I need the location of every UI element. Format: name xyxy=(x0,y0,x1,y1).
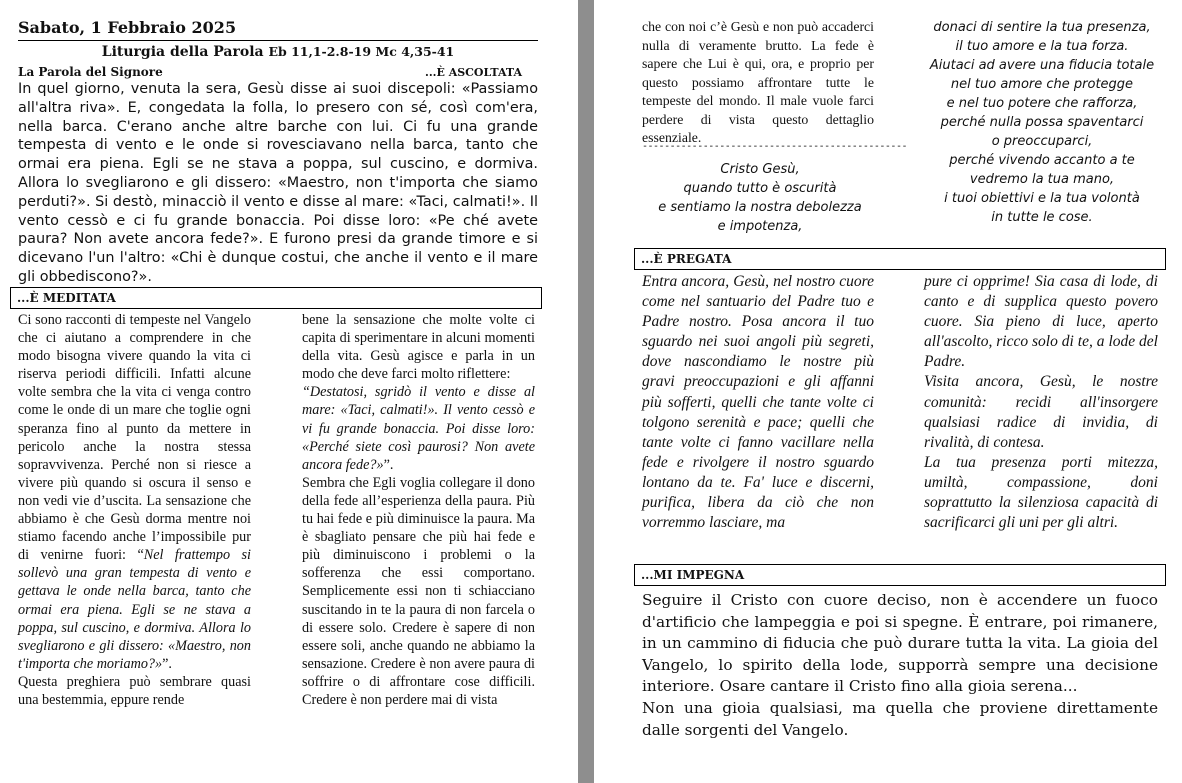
prayer-line: il tuo amore e la tua forza. xyxy=(955,39,1129,54)
prayer-line: o preoccuparci, xyxy=(991,134,1093,149)
prayer-line: vedremo la tua mano, xyxy=(969,172,1115,187)
pregata-label: ...È PREGATA xyxy=(641,252,732,266)
prayer-right-column xyxy=(924,18,1160,227)
impegna-text xyxy=(642,590,1158,741)
dash-separator: ------------------------------------------------ xyxy=(642,141,907,152)
pregata-right-paragraph-2: Visita ancora, Gesù, le nostre comunità: recidi all'insorgere qualsiasi radice di invidia, di rivalità, di contesa. xyxy=(924,373,1158,451)
prayer-line: i tuoi obiettivi e la tua volontà xyxy=(944,191,1140,206)
col2-quote: “Destatosi, sgridò il vento e disse al mare: «Taci, calmati!». Il vento cessò e vi fu grande bonaccia. Poi disse loro: «Perché siete così paurosi? Non avete ancora fede?» xyxy=(302,384,535,473)
liturgia-refs: Eb 11,1-2.8-19 Mc 4,35-41 xyxy=(268,44,455,59)
prayer-line: perché nulla possa spaventarci xyxy=(940,115,1144,130)
right-top-column: che con noi c’è Gesù e non può accaderci nulla di veramente brutto. La fede è sapere che Lui è qui, ora, e proprio per questo possiamo affrontare tutte le tempeste del mondo. Il male vuole farci perdere di vista questo dettaglio essenziale. xyxy=(642,19,874,145)
col2-quote-paragraph xyxy=(302,383,535,473)
prayer-line: nel tuo amore che protegge xyxy=(950,77,1134,92)
meditata-label: ...È MEDITATA xyxy=(17,291,116,305)
prayer-line: in tutte le cose. xyxy=(991,210,1093,225)
ascoltata-label: ...È ASCOLTATA xyxy=(425,66,522,79)
meditata-col1-paragraph-2: Questa preghiera può sembrare quasi una bestemmia, eppure rende xyxy=(18,673,251,708)
col1-quote-end: ”. xyxy=(162,655,172,672)
impegna-box xyxy=(634,564,1166,586)
col1-text: Ci sono racconti di tempeste nel Vangelo che ci aiutano a comprendere in che modo bisogna vivere quando la vita ci riserva periodi difficili. Infatti alcune volte sembra che la vita ci venga contro come le onde di un mare che toglie ogni speranza fino al punto da mettere in pericolo anche la nostra stessa sopravvivenza. Perché non si riesce a vivere più quando si oscura il senso e non vedi vie d’uscita. La sensazione che abbiamo è che Gesù dorma mentre noi stiamo facendo anche l’impossibile pur di venirne fuori: “ xyxy=(18,312,251,564)
date-heading: Sabato, 1 Febbraio 2025 xyxy=(18,18,237,37)
parola-label: La Parola del Signore xyxy=(18,65,163,79)
meditata-column-1 xyxy=(18,311,251,709)
pregata-right-paragraph-1: pure ci opprime! Sia casa di lode, di canto e di supplica questo povero cuore. Sia pieno di luce, aperto all'ascolto, ricco solo di te, a lode del Padre. xyxy=(924,273,1158,371)
prayer-left-column xyxy=(642,160,878,236)
right-page xyxy=(594,0,1182,783)
prayer-line: donaci di sentire la tua presenza, xyxy=(933,20,1151,35)
col2-intro: bene la sensazione che molte volte ci capita di sperimentare in alcuni momenti della vita. Gesù agisce e parla in un modo che deve farci molto riflettere: xyxy=(302,312,535,383)
prayer-line: perché vivendo accanto a te xyxy=(949,153,1135,168)
prayer-line: Aiutaci ad avere una fiducia totale xyxy=(929,58,1155,73)
prayer-line: Cristo Gesù, xyxy=(720,162,800,177)
meditata-col1-paragraph xyxy=(18,311,251,673)
gospel-text: In quel giorno, venuta la sera, Gesù disse ai suoi discepoli: «Passiamo all'altra riva». E, congedata la folla, lo presero con sé, così com'era, nella barca. C'erano anche altre barche con lui. Ci fu una grande tempesta di vento e le onde si rovesciavano nella barca, tanto che ormai era piena. Egli se ne stava a poppa, sul cuscino, e dormiva. Allora lo svegliarono e gli dissero: «Maestro, non t'importa che siamo perduti?». Si destò, minacciò il vento e disse al mare: «Taci, calmati!». Il vento cessò e ci fu grande bonaccia. Poi disse loro: «Pe ché avete paura? Non avete ancora fede?». E furono presi da grande timore e si dicevano l'un l'altro: «Chi è dunque costui, che anche il vento e il mare gli obbediscono?». xyxy=(18,81,538,285)
impegna-label: ...MI IMPEGNA xyxy=(641,568,745,582)
col2-paragraph: Sembra che Egli voglia collegare il dono della fede all’esperienza della paura. Più tu hai fede e più diminuisce la paura. Ma è sbagliato pensare che più hai fede e più diminuiscono i problemi o la sofferenza che essi comportano. Semplicemente essi non ti schiacciano suscitando in te la paura di non farcela o di essere solo. Credere è sapere di non essere soli, anche quando ne abbiamo la sensazione. Credere è non avere paura di soffrire o di affrontare cose difficili. Credere è non perdere mai di vista xyxy=(302,474,535,708)
left-page xyxy=(0,0,578,783)
liturgia-heading xyxy=(18,44,538,60)
prayer-line: e sentiamo la nostra debolezza xyxy=(658,200,862,215)
prayer-line: e nel tuo potere che rafforza, xyxy=(946,96,1138,111)
meditata-column-2 xyxy=(302,311,535,709)
meditata-box xyxy=(10,287,542,309)
pregata-left-column: Entra ancora, Gesù, nel nostro cuore come nel santuario del Padre tuo e Padre nostro. Posa ancora il tuo sguardo nei suoi angoli più segreti, dove nascondiamo le nostre più gravi preoccupazioni e gli affanni più sofferti, quelli che tante volte ci tolgono serenità e pace; quelli che tante volte ci fanno vacillare nella fede e rivolgere il nostro sguardo lontano da te. Fa' luce e discerni, purifica, libera da ciò che non vorremmo lasciare, ma xyxy=(642,273,874,532)
prayer-line: quando tutto è oscurità xyxy=(683,181,837,196)
impegna-paragraph-1: Seguire il Cristo con cuore deciso, non è accendere un fuoco d'artificio che lampeggia e poi si spegne. È entrare, poi rimanere, in un cammino di fiducia che può durare tutta la vita. La gioia del Vangelo, lo spirito della lode, supporrà sempre una decisione interiore. Osare cantare il Cristo fino alla gioia serena... xyxy=(642,591,1158,696)
prayer-line: e impotenza, xyxy=(717,219,803,234)
col1-quote: Nel frattempo si sollevò una gran tempesta di vento e gettava le onde nella barca, tanto che ormai era piena. Egli se ne stava a poppa, sul cuscino, e dormiva. Allora lo svegliarono e gli dissero: «Maestro, non t'importa che moriamo?» xyxy=(18,547,251,672)
pregata-box xyxy=(634,248,1166,270)
col2-quote-end: ”. xyxy=(383,456,394,473)
pregata-right-column xyxy=(924,272,1158,533)
pregata-right-paragraph-3: La tua presenza porti mitezza, umiltà, compassione, doni soprattutto la silenziosa capacità di sacrificarci gli uni per gli altri. xyxy=(924,453,1158,532)
impegna-paragraph-2: Non una gioia qualsiasi, ma quella che proviene direttamente dalle sorgenti del Vangelo. xyxy=(642,698,1158,739)
date-rule xyxy=(18,40,538,41)
liturgia-title: Liturgia della Parola xyxy=(101,44,264,60)
page-divider xyxy=(578,0,594,783)
